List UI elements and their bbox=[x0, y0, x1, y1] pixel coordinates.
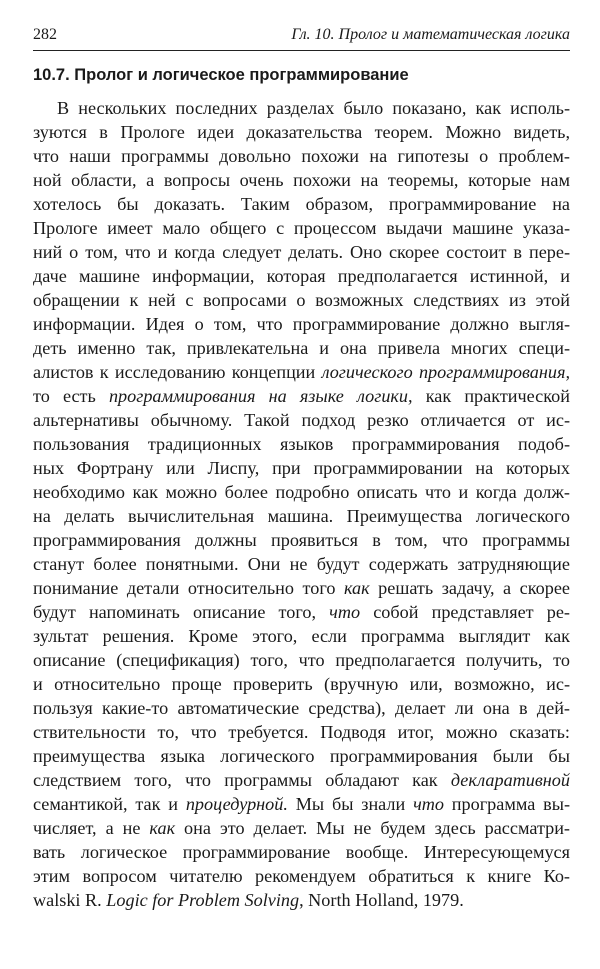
page-number: 282 bbox=[33, 26, 57, 43]
text-line: то есть программирования на языке логики, как практической bbox=[33, 386, 570, 406]
emphasis: что bbox=[413, 794, 444, 814]
text-line: семантикой, так и процедурной. Мы бы знали что программа вы- bbox=[33, 794, 570, 814]
emphasis: что bbox=[329, 602, 361, 622]
section-title: 10.7. Пролог и логическое программирование bbox=[33, 66, 409, 84]
text-line: станут более понятными. Они не будут содержать затрудняющие bbox=[33, 554, 570, 574]
emphasis: программирования на языке логики, bbox=[108, 386, 413, 406]
text-line: алистов к исследованию концепции логического программирования, bbox=[33, 362, 570, 382]
text-line: Прологе имеет мало общего с процессом выдачи машине указа- bbox=[33, 218, 570, 238]
emphasis: декларативной bbox=[450, 770, 570, 790]
text-line: пользования традиционных языков программирования подоб- bbox=[33, 434, 570, 454]
emphasis: процедурной. bbox=[185, 794, 288, 814]
text-line: альтернативы обычному. Такой подход резко отличается от ис- bbox=[33, 410, 570, 430]
book-title: Logic for Problem Solving bbox=[106, 890, 300, 910]
running-title: Гл. 10. Пролог и математическая логика bbox=[291, 26, 570, 43]
text-line: даче машине информации, которая предполагается истинной, и bbox=[33, 266, 570, 286]
text-line: обращении к ней с вопросами о возможных следствиях из этой bbox=[33, 290, 570, 310]
emphasis: как bbox=[149, 818, 176, 838]
text-line: walski R. Logic for Problem Solving, North Holland, 1979. bbox=[33, 890, 464, 910]
text-line: вать логическое программирование вообще. Интересующемуся bbox=[33, 842, 570, 862]
text-line: понимание детали относительно того как решать задачу, а скорее bbox=[33, 578, 570, 598]
text-line: деть именно так, привлекательна и она привела многих специ- bbox=[33, 338, 570, 358]
text-line: хотелось бы доказать. Таким образом, программирование на bbox=[33, 194, 570, 214]
text-line: ных Фортрану или Лиспу, при программировании на которых bbox=[33, 458, 570, 478]
emphasis: как bbox=[343, 578, 370, 598]
text-line: ний о том, что и когда следует делать. Оно скорее состоит в пере- bbox=[33, 242, 570, 262]
text-line: и относительно проще проверить (вручную или, возможно, ис- bbox=[33, 674, 570, 694]
emphasis: логического программирования, bbox=[321, 362, 570, 382]
text-line: информации. Идея о том, что программирование должно выгля- bbox=[33, 314, 570, 334]
text-line: этим вопросом читателю рекомендуем обратиться к книге Ко- bbox=[33, 866, 570, 886]
text-line: зультат решения. Кроме этого, если программа выглядит как bbox=[33, 626, 570, 646]
running-header bbox=[33, 20, 570, 51]
text-line: преимущества языка логического программирования были бы bbox=[33, 746, 570, 766]
text-line: что наши программы довольно похожи на гипотезы о проблем- bbox=[33, 146, 570, 166]
text-line: будут напоминать описание того, что собой представляет ре- bbox=[33, 602, 570, 622]
text-line: пользуя какие-то автоматические средства), делает ли она в дей- bbox=[33, 698, 570, 718]
text-line: ной области, а вопросы очень похожи на теоремы, которые нам bbox=[33, 170, 570, 190]
text-line: ствительности то, что требуется. Подводя итог, можно сказать: bbox=[33, 722, 570, 742]
text-line: числяет, а не как она это делает. Мы не будем здесь рассматри- bbox=[33, 818, 570, 838]
text-line: В нескольких последних разделах было показано, как исполь- bbox=[57, 98, 570, 118]
text-line: программирования должны проявиться в том, что программы bbox=[33, 530, 570, 550]
text-line: описание (спецификация) того, что предполагается получить, то bbox=[33, 650, 570, 670]
text-line: следствием того, что программы обладают как декларативной bbox=[33, 770, 570, 790]
text-line: зуются в Прологе идеи доказательства теорем. Можно видеть, bbox=[33, 122, 570, 142]
text-line: на делать вычислительная машина. Преимущества логического bbox=[33, 506, 570, 526]
text-line: необходимо как можно более подробно описать что и когда долж- bbox=[33, 482, 570, 502]
